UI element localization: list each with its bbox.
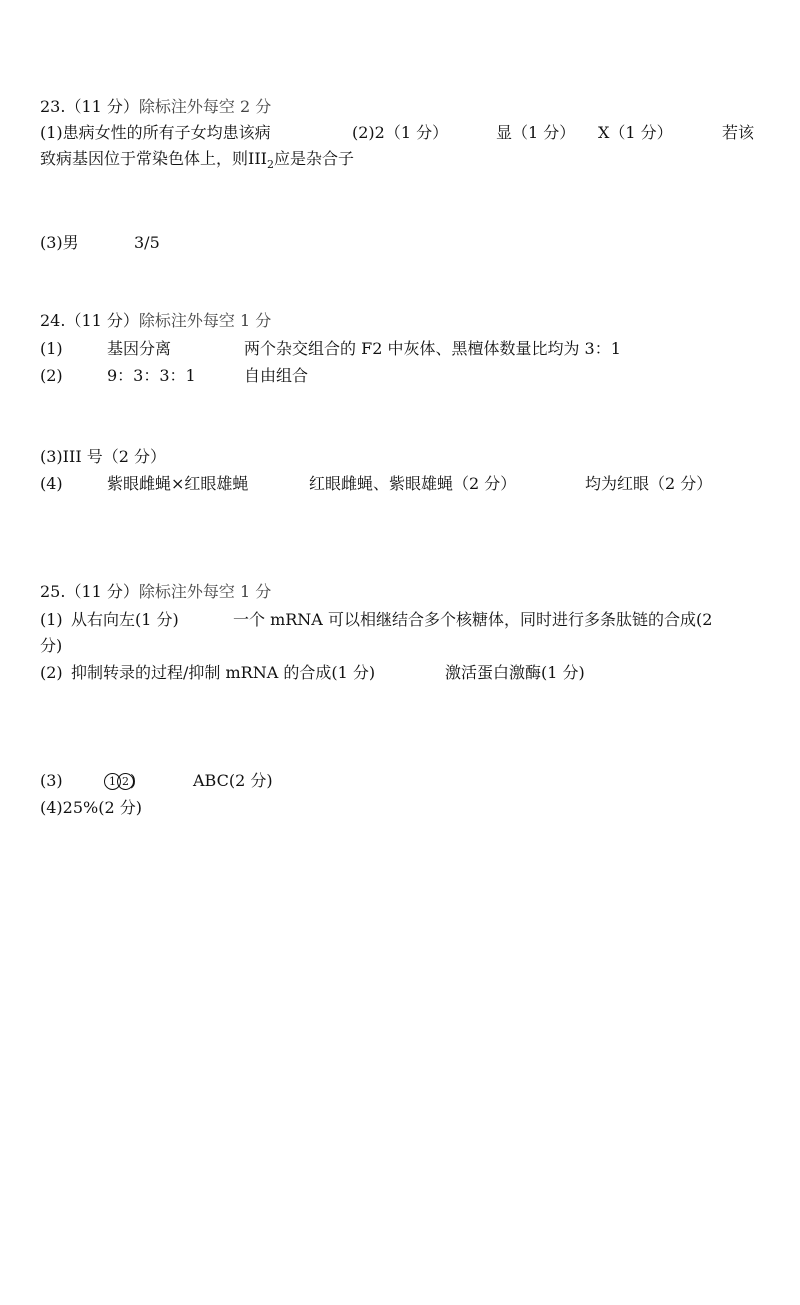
q25-p2-label: (2): [40, 663, 63, 682]
q23-p3-answer-b: 3/5: [134, 233, 160, 252]
q24-note: 除标注外每空 1 分: [138, 311, 272, 330]
q25-header: [40, 582, 271, 602]
q25-p4-answer: 25%(2 分): [62, 798, 142, 817]
q23-part1-label-row: [40, 123, 271, 143]
q25-p1-answer-a: 从右向左(1 分): [71, 610, 179, 629]
q24-part3: [40, 447, 166, 467]
q23-number: 23.: [40, 97, 66, 116]
q24-p2-label: (2): [40, 366, 63, 385]
q25-score: （11 分）: [65, 582, 139, 601]
q24-p4-label: (4): [40, 474, 63, 493]
q23-p2-answer-a: (2)2（1 分）: [352, 123, 449, 142]
q25-p1-continuation: 分): [40, 636, 63, 655]
q23-score: （11 分）: [65, 97, 139, 116]
q23-p3-label: (3): [40, 233, 63, 252]
q25-p2-answer-a: 抑制转录的过程/抑制 mRNA 的合成(1 分): [71, 663, 376, 682]
q24-score: （11 分）: [65, 311, 139, 330]
q25-p3-answer-b: ABC(2 分): [193, 771, 273, 790]
q23-p1-answer: 患病女性的所有子女均患该病: [62, 123, 271, 142]
circled-number-2: 2: [117, 773, 134, 790]
q23-p1-label: (1): [40, 123, 63, 142]
q25-p2-answer-b: 激活蛋白激酶(1 分): [445, 663, 585, 682]
q23-p2-answer-b: 显（1 分）: [496, 123, 576, 142]
q24-p4-answer-b: 红眼雌蝇、紫眼雄蝇（2 分）: [309, 474, 517, 493]
q23-p3-answer-a: 男: [62, 233, 79, 252]
q23-header: [40, 97, 271, 117]
q24-p4-answer-c: 均为红眼（2 分）: [585, 474, 713, 493]
q25-p4-label: (4): [40, 798, 63, 817]
q24-p3-label: (3): [40, 447, 63, 466]
q24-header: [40, 311, 271, 331]
q24-p1-answer-a: 基因分离: [107, 339, 172, 358]
q24-p1-label: (1): [40, 339, 63, 358]
roman-numeral: III: [248, 149, 267, 168]
q23-note: 除标注外每空 2 分: [138, 97, 272, 116]
circled-number-1: 1: [104, 773, 121, 790]
q25-number: 25.: [40, 582, 66, 601]
q25-note: 除标注外每空 1 分: [138, 582, 272, 601]
q24-number: 24.: [40, 311, 66, 330]
q23-part3: [40, 233, 79, 253]
q25-p1-label: (1): [40, 610, 63, 629]
q25-p3-label: (3): [40, 771, 63, 790]
q23-p2-answer-c: X（1 分）: [598, 123, 673, 142]
q24-p2-answer-a: 9：3：3：1: [107, 366, 196, 385]
q24-p1-answer-b: 两个杂交组合的 F2 中灰体、黑檀体数量比均为 3：1: [244, 339, 621, 358]
q25-part4: [40, 798, 142, 818]
q24-p3-answer: III 号（2 分）: [62, 447, 166, 466]
q23-p2-label: (2): [352, 123, 375, 142]
q23-p2-answer-d: 若该: [722, 123, 755, 142]
q25-p3-answer-a: 1 2): [104, 771, 136, 791]
q24-p2-answer-b: 自由组合: [244, 366, 309, 385]
q24-p4-answer-a: 紫眼雌蝇×红眼雄蝇: [107, 474, 249, 493]
q23-p2-continuation: 致病基因位于常染色体上，则$III_2$应是杂合子: [40, 149, 354, 172]
q25-p1-answer-b: 一个 mRNA 可以相继结合多个核糖体，同时进行多条肽链的合成(2: [233, 610, 713, 629]
